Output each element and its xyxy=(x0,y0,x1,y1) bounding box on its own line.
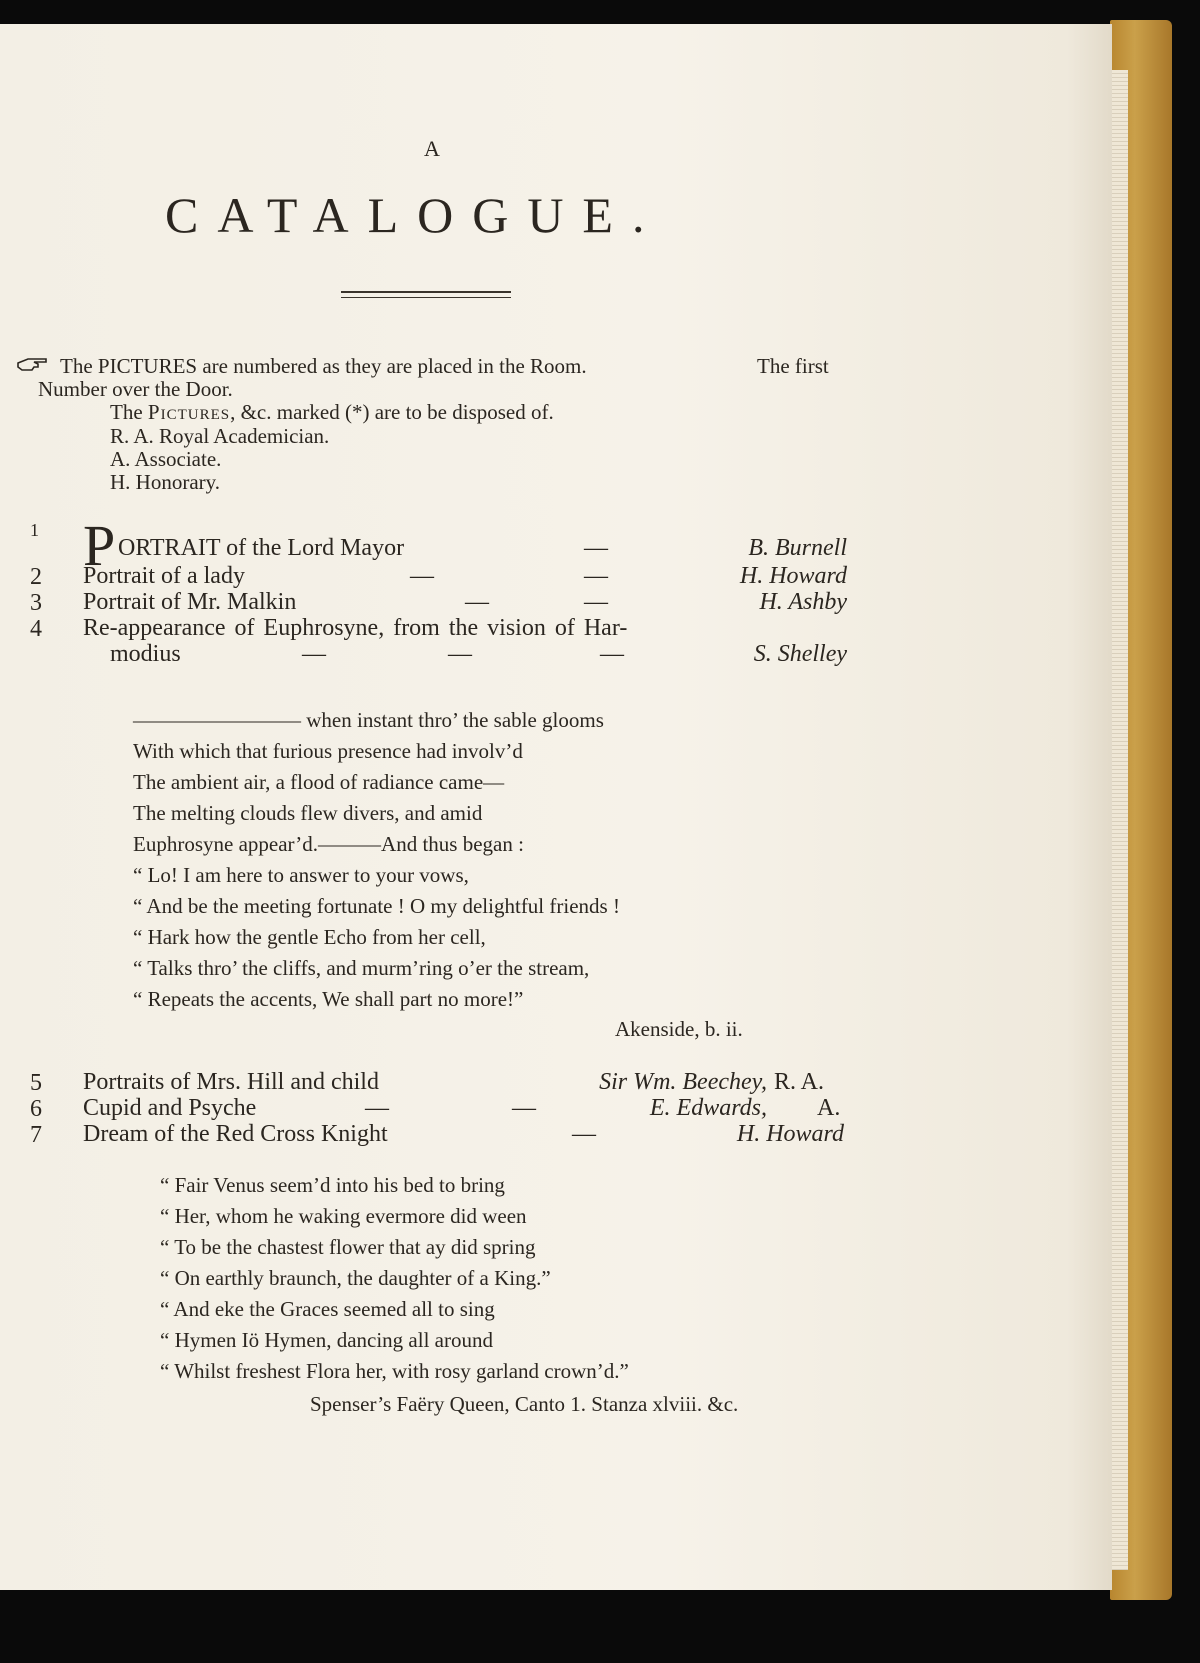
entry-number: 7 xyxy=(30,1122,42,1148)
entry-title: Portrait of a lady xyxy=(83,563,245,589)
entry-dash: — xyxy=(448,641,472,667)
abbr-honorary: H. Honorary. xyxy=(110,470,221,494)
verse-line: “ Hark how the gentle Echo from her cell, xyxy=(133,925,486,949)
entry-artist: H. Ashby xyxy=(759,589,847,615)
verse-line: “ Her, whom he waking evermore did ween xyxy=(160,1204,527,1228)
entry-artist: H. Howard xyxy=(739,563,847,589)
abbr-associate: A. Associate. xyxy=(110,447,222,471)
book-page xyxy=(0,24,1112,1590)
verse-line: “ Repeats the accents, We shall part no more!” xyxy=(133,987,524,1011)
manicule-icon xyxy=(16,354,50,374)
title-rule-top xyxy=(341,291,511,293)
entry-dash: — xyxy=(512,1095,536,1121)
entry-number: 2 xyxy=(30,564,42,590)
verse-line: “ To be the chastest flower that ay did spring xyxy=(160,1235,536,1259)
verse-line: “ Talks thro’ the cliffs, and murm’ring o’er the stream, xyxy=(133,956,590,980)
entry-number: 5 xyxy=(30,1070,42,1096)
verse-line: The ambient air, a flood of radiance came— xyxy=(133,770,505,794)
entry-title: Portrait of Mr. Malkin xyxy=(83,589,297,615)
entry-artist: E. Edwards, xyxy=(649,1095,767,1121)
entry-dash: — xyxy=(410,563,434,589)
entry-title: Dream of the Red Cross Knight xyxy=(83,1121,388,1147)
entry-title: Portraits of Mrs. Hill and child xyxy=(83,1069,379,1095)
verse-line: ———————— when instant thro’ the sable glooms xyxy=(133,708,604,732)
entry-dash: — xyxy=(584,589,608,615)
entry-artist: Sir Wm. Beechey, xyxy=(599,1069,767,1095)
verse-line: “ And eke the Graces seemed all to sing xyxy=(160,1297,495,1321)
entry-artist: S. Shelley xyxy=(753,641,847,667)
verse-attribution: Akenside, b. ii. xyxy=(615,1017,743,1041)
title-rule-bottom xyxy=(341,297,511,298)
verse-line: Euphrosyne appear’d.———And thus began : xyxy=(133,832,524,856)
drop-cap: P xyxy=(83,513,116,578)
verse-line: “ Whilst freshest Flora her, with rosy garland crown’d.” xyxy=(160,1359,629,1383)
notice-line-1-end: The first xyxy=(757,354,829,378)
verse-line: “ Hymen Iö Hymen, dancing all around xyxy=(160,1328,493,1352)
entry-rank: R. A. xyxy=(774,1069,825,1095)
verse-attribution: Spenser’s Faëry Queen, Canto 1. Stanza xlviii. &c. xyxy=(310,1392,739,1416)
entry-artist: H. Howard xyxy=(736,1121,844,1147)
entry-dash: — xyxy=(465,589,489,615)
entry-dash: — xyxy=(302,641,326,667)
notice-line-1: The PICTURES are numbered as they are placed in the Room. xyxy=(60,354,587,378)
entry-title-continuation: modius xyxy=(110,641,181,667)
page-title: CATALOGUE. xyxy=(165,187,664,243)
verse-line: “ Lo! I am here to answer to your vows, xyxy=(133,863,469,887)
entry-title: Re-appearance of Euphrosyne, from the vision of Har- xyxy=(83,615,628,641)
entry-title: Cupid and Psyche xyxy=(83,1095,257,1121)
abbr-royal-academician: R. A. Royal Academician. xyxy=(110,424,330,448)
title-article: A xyxy=(424,136,441,161)
entry-title: ORTRAIT of the Lord Mayor xyxy=(118,535,405,561)
entry-dash: — xyxy=(600,641,624,667)
entry-dash: — xyxy=(365,1095,389,1121)
verse-line: The melting clouds flew divers, and amid xyxy=(133,801,483,825)
entry-dash: — xyxy=(572,1121,596,1147)
notice-line-3: The Pictures, &c. marked (*) are to be disposed of. xyxy=(110,400,554,424)
entry-dash: — xyxy=(584,535,608,561)
entry-rank: A. xyxy=(817,1095,841,1121)
verse-line: “ And be the meeting fortunate ! O my delightful friends ! xyxy=(133,894,620,918)
entry-number: 3 xyxy=(30,590,42,616)
entry-dash: — xyxy=(584,563,608,589)
notice-line-2: Number over the Door. xyxy=(38,377,233,401)
verse-line: With which that furious presence had involv’d xyxy=(133,739,523,763)
entry-number: 6 xyxy=(30,1096,42,1122)
entry-number: 1 xyxy=(30,520,39,540)
verse-line: “ Fair Venus seem’d into his bed to bring xyxy=(160,1173,505,1197)
entry-artist: B. Burnell xyxy=(748,535,847,561)
page-edges xyxy=(1110,70,1128,1570)
verse-line: “ On earthly braunch, the daughter of a King.” xyxy=(160,1266,551,1290)
entry-number: 4 xyxy=(30,616,42,642)
